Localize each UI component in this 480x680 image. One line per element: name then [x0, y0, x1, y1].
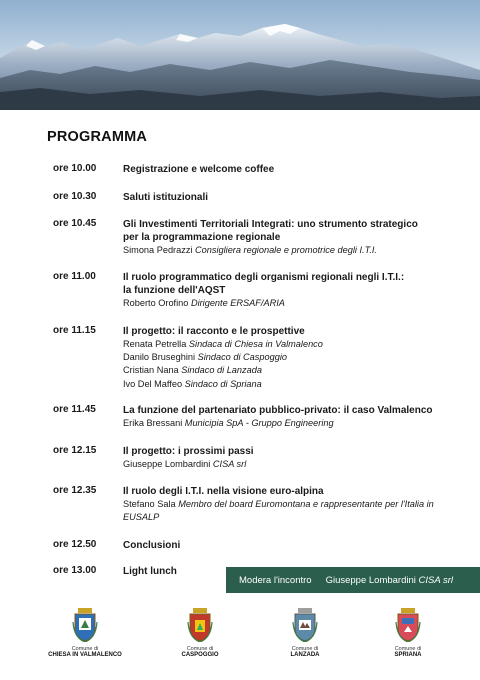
agenda-title: La funzione del partenariato pubblico-privato: il caso Valmalenco — [123, 405, 433, 416]
speaker — [123, 297, 443, 310]
speaker — [123, 351, 443, 364]
logo-prefix: Comune di — [71, 646, 99, 652]
speaker-name: Giuseppe Lombardini — [123, 459, 211, 469]
speaker-role: Sindaco di Spriana — [184, 378, 262, 389]
agenda-time: ore 11.00 — [53, 271, 96, 282]
speaker-name: Cristian Nana — [123, 365, 179, 376]
moderator-label: Modera l'incontro — [239, 574, 312, 586]
header-mountain-photo — [0, 0, 480, 110]
agenda-time: ore 11.45 — [53, 404, 96, 415]
coat-of-arms-icon — [292, 608, 318, 642]
speaker — [123, 378, 443, 391]
logo-name: SPRIANA — [394, 652, 422, 658]
speaker — [123, 417, 443, 430]
speaker-name: Roberto Orofino — [123, 298, 189, 308]
agenda-title: Registrazione e welcome coffee — [123, 164, 275, 175]
speaker-role: Sindaca di Chiesa in Valmalenco — [188, 339, 323, 349]
logo-prefix: Comune di — [186, 646, 214, 652]
speaker-role: Sindaco di Caspoggio — [197, 352, 287, 363]
speaker-name: Renata Petrella — [123, 339, 187, 349]
logo-spriana — [353, 608, 463, 659]
logo-name: CHIESA IN VALMALENCO — [48, 652, 122, 658]
speaker-role: Dirigente ERSAF/ARIA — [190, 298, 285, 308]
logo-chiesa-in-valmalenco — [30, 608, 140, 659]
agenda-title: Gli Investimenti Territoriali Integrati: uno strumento strategico — [123, 219, 418, 230]
agenda-time: ore 10.00 — [53, 163, 97, 174]
speaker-role: Sindaco di Lanzada — [181, 365, 262, 376]
speaker-name: Ivo Del Maffeo — [123, 378, 183, 389]
agenda-title: Il progetto: i prossimi passi — [123, 446, 254, 457]
speaker — [123, 364, 443, 377]
logo-caspoggio — [145, 608, 255, 659]
speaker-name: Danilo Bruseghini — [123, 352, 196, 363]
agenda-time: ore 12.50 — [53, 539, 97, 550]
agenda-time: ore 10.30 — [53, 191, 97, 202]
speaker — [123, 338, 443, 351]
coat-of-arms-icon — [72, 608, 98, 642]
agenda-time: ore 13.00 — [53, 565, 97, 576]
coat-of-arms-icon — [187, 608, 213, 642]
agenda-title: la funzione dell'AQST — [123, 285, 226, 296]
municipality-logos — [0, 608, 480, 678]
agenda-title: Saluti istituzionali — [123, 192, 209, 203]
page-title: PROGRAMMA — [47, 129, 148, 145]
speaker — [123, 458, 443, 471]
mountain-illustration — [0, 0, 480, 110]
agenda-title: Il ruolo programmatico degli organismi regionali negli I.T.I.: — [123, 272, 405, 283]
logo-name: LANZADA — [290, 652, 320, 658]
agenda-title: Il progetto: il racconto e le prospettive — [123, 326, 305, 337]
speaker — [123, 498, 443, 524]
speaker-role: Consigliera regionale e promotrice degli I.T.I. — [195, 245, 377, 255]
agenda-title: Il ruolo degli I.T.I. nella visione euro-alpina — [123, 486, 324, 497]
moderator-role: CISA srl — [418, 574, 454, 586]
agenda-time: ore 12.15 — [53, 445, 97, 456]
agenda-time: ore 10.45 — [53, 218, 97, 229]
logo-prefix: Comune di — [291, 646, 319, 652]
speaker-role: Municipia SpA - Gruppo Engineering — [184, 418, 334, 428]
logo-prefix: Comune di — [394, 646, 422, 652]
speaker-name: Erika Bressani — [123, 418, 183, 428]
moderator-banner — [226, 567, 480, 593]
agenda-time: ore 11.15 — [53, 325, 96, 336]
agenda-title: Light lunch — [123, 566, 177, 577]
speaker — [123, 244, 443, 257]
speaker-name: Simona Pedrazzi — [123, 245, 193, 255]
speaker-role: CISA srl — [212, 459, 247, 469]
logo-lanzada — [250, 608, 360, 659]
agenda-title: per la programmazione regionale — [123, 232, 281, 243]
logo-name: CASPOGGIO — [181, 652, 219, 658]
speaker-role: Membro del board Euromontana e rappresentante per l'Italia in EUSALP — [123, 499, 434, 523]
speaker-name: Stefano Sala — [123, 499, 176, 509]
agenda-title: Conclusioni — [123, 540, 181, 551]
agenda-time: ore 12.35 — [53, 485, 97, 496]
coat-of-arms-icon — [395, 608, 421, 642]
moderator-name: Giuseppe Lombardini — [325, 574, 416, 586]
